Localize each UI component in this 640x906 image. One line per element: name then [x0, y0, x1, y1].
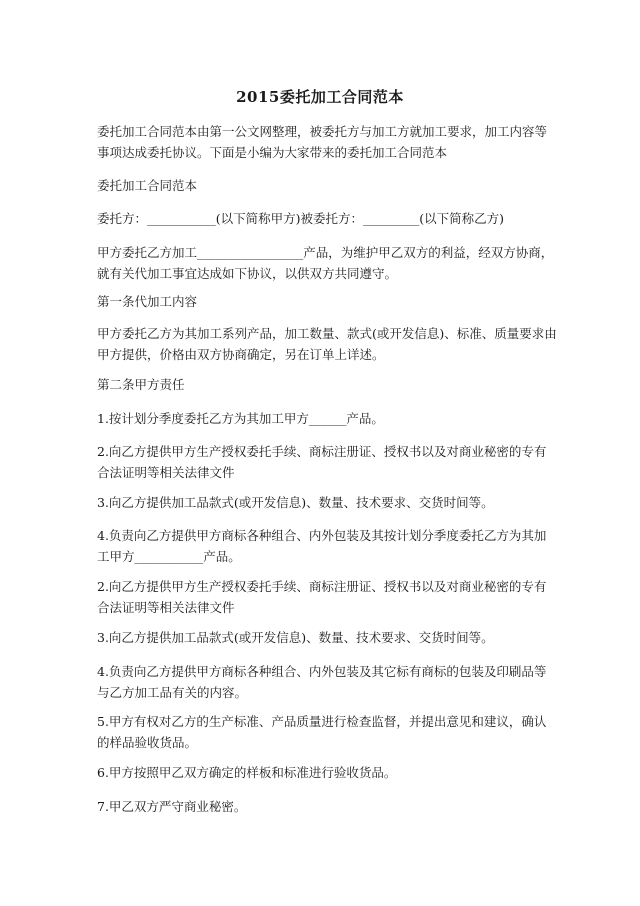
- article-2-heading: 第二条甲方责任: [97, 377, 185, 392]
- clause-item: 5.甲方有权对乙方的生产标准、产品质量进行检查监督，并提出意见和建议，确认的样品验收货品。: [97, 714, 547, 750]
- article-1-heading: 第一条代加工内容: [97, 294, 198, 309]
- clause-item: 4.负责向乙方提供甲方商标各种组合、内外包装及其它标有商标的包装及印刷品等与乙方加工品有关的内容。: [97, 664, 547, 700]
- intro-paragraph: 委托加工合同范本由第一公文网整理，被委托方与加工方就加工要求，加工内容等事项达成委托协议。下面是小编为大家带来的委托加工合同范本: [97, 124, 548, 160]
- clause-item: 7.甲乙双方严守商业秘密。: [97, 799, 247, 814]
- clause-item: 2.向乙方提供甲方生产授权委托手续、商标注册证、授权书以及对商业秘密的专有合法证明等相关法律文件: [97, 444, 547, 480]
- clause-item: 2.向乙方提供甲方生产授权委托手续、商标注册证、授权书以及对商业秘密的专有合法证明等相关法律文件: [97, 579, 547, 615]
- clause-item: 1.按计划分季度委托乙方为其加工甲方______产品。: [97, 411, 384, 426]
- clause-item: 6.甲方按照甲乙双方确定的样板和标准进行验收货品。: [97, 765, 397, 780]
- article-1-body: 甲方委托乙方为其加工系列产品，加工数量、款式(或开发信息)、标准、质量要求由甲方提供，价格由双方协商确定，另在订单上详述。: [97, 326, 557, 362]
- document-title: 2015委托加工合同范本: [236, 88, 404, 106]
- clause-item: 3.向乙方提供加工品款式(或开发信息)、数量、技术要求、交货时间等。: [97, 630, 494, 645]
- clause-item: 3.向乙方提供加工品款式(或开发信息)、数量、技术要求、交货时间等。: [97, 495, 494, 510]
- clause-item: 4.负责向乙方提供甲方商标各种组合、内外包装及其按计划分季度委托乙方为其加工甲方___________产品。: [97, 528, 547, 564]
- purpose-paragraph: 甲方委托乙方加工_________________产品，为维护甲乙双方的利益，经双方协商，就有关代加工事宜达成如下协议，以供双方共同遵守。: [97, 245, 554, 281]
- parties-line: 委托方：___________(以下简称甲方)被委托方：_________(以下简称乙方): [97, 211, 505, 226]
- subtitle-paragraph: 委托加工合同范本: [97, 178, 198, 193]
